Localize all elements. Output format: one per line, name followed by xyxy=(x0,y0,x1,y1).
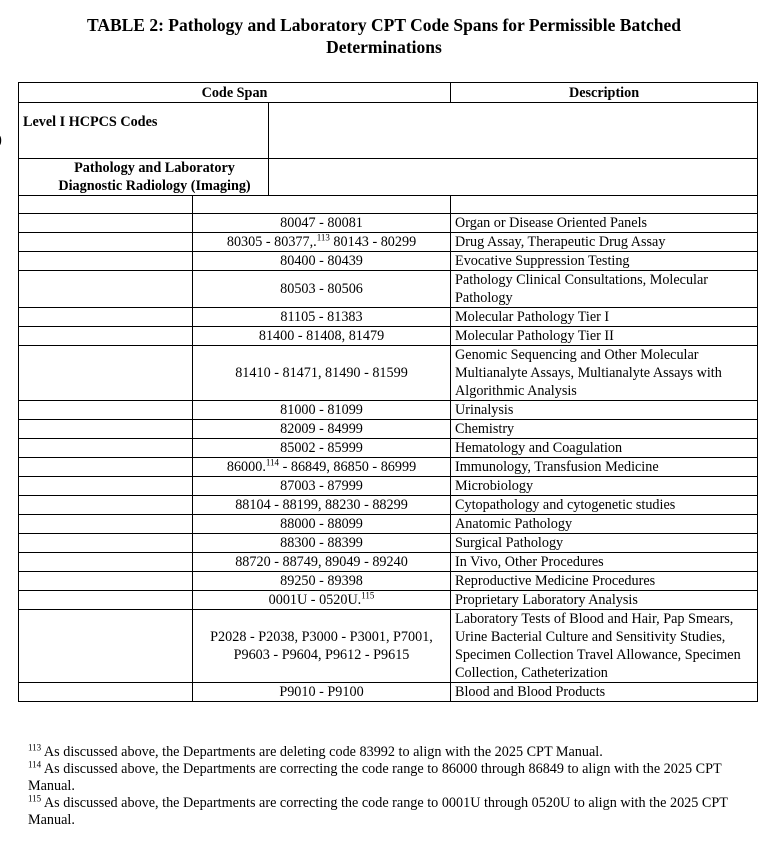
code-span-text: 88104 - 88199, 88230 - 88299 xyxy=(235,497,408,513)
row-blank-cell xyxy=(19,477,193,496)
description-cell: Organ or Disease Oriented Panels xyxy=(451,214,758,233)
row-blank-cell xyxy=(19,458,193,477)
description-cell: Hematology and Coagulation xyxy=(451,439,758,458)
table-row xyxy=(19,420,758,439)
row-blank-cell xyxy=(19,271,193,308)
code-span-header: Code Span xyxy=(19,83,451,103)
footnote-reference: 114 xyxy=(265,457,280,468)
row-blank-cell xyxy=(19,214,193,233)
footnote-number: 113 xyxy=(28,742,42,753)
description-cell: Laboratory Tests of Blood and Hair, Pap Smears, Urine Bacterial Culture and Sensitivity Studies, Specimen Collection Travel Allowance, Specimen Collection, Catheterization xyxy=(451,610,758,683)
description-cell: Immunology, Transfusion Medicine xyxy=(451,458,758,477)
row-blank-cell xyxy=(19,327,193,346)
code-span-text: 80047 - 80081 xyxy=(280,215,363,231)
code-span-cell xyxy=(193,496,451,515)
row-blank-cell xyxy=(19,308,193,327)
description-cell: Chemistry xyxy=(451,420,758,439)
code-span-cell xyxy=(193,610,451,683)
row-blank-cell xyxy=(19,233,193,252)
row-blank-cell xyxy=(19,252,193,271)
code-span-text: P9010 - P9100 xyxy=(279,684,364,700)
code-span-cell xyxy=(193,553,451,572)
code-span-text: 80503 - 80506 xyxy=(280,281,363,297)
code-span-cell xyxy=(193,271,451,308)
code-span-cell xyxy=(193,515,451,534)
section-heading-pathology xyxy=(19,159,269,196)
spacer-cell xyxy=(451,196,758,214)
code-span-cell xyxy=(193,477,451,496)
section-heading-pathology-line2: Diagnostic Radiology (Imaging) xyxy=(58,178,251,194)
code-span-cell xyxy=(193,346,451,401)
code-span-text: 80305 - 80377,. xyxy=(226,234,317,250)
description-cell: Microbiology xyxy=(451,477,758,496)
code-span-cell xyxy=(193,591,451,610)
footnote xyxy=(28,761,753,795)
code-span-text: 82009 - 84999 xyxy=(280,421,363,437)
code-span-cell xyxy=(193,572,451,591)
table-row xyxy=(19,346,758,401)
table-row xyxy=(19,308,758,327)
table-title-line1: TABLE 2: Pathology and Laboratory CPT Code Spans for Permissible Batched xyxy=(86,15,682,35)
code-span-cell xyxy=(193,308,451,327)
description-cell: Drug Assay, Therapeutic Drug Assay xyxy=(451,233,758,252)
row-blank-cell xyxy=(19,553,193,572)
table-row xyxy=(19,591,758,610)
table-body xyxy=(19,196,758,702)
code-span-text: 81410 - 81471, 81490 - 81599 xyxy=(235,365,408,381)
description-cell: Reproductive Medicine Procedures xyxy=(451,572,758,591)
description-cell: Molecular Pathology Tier I xyxy=(451,308,758,327)
code-span-text: 80143 - 80299 xyxy=(329,234,417,250)
code-span-text: 85002 - 85999 xyxy=(280,440,363,456)
footnote-reference: 115 xyxy=(361,590,375,601)
table-row xyxy=(19,553,758,572)
row-blank-cell xyxy=(19,420,193,439)
table-row xyxy=(19,496,758,515)
table-row xyxy=(19,401,758,420)
table-row xyxy=(19,458,758,477)
spacer-cell xyxy=(193,196,451,214)
description-header: Description xyxy=(451,83,758,103)
code-span-text: - 86849, 86850 - 86999 xyxy=(279,459,417,475)
code-span-text: 81105 - 81383 xyxy=(280,309,363,325)
footnote-number: 115 xyxy=(28,793,42,804)
code-span-cell xyxy=(193,683,451,702)
description-cell: Cytopathology and cytogenetic studies xyxy=(451,496,758,515)
table-row xyxy=(19,534,758,553)
code-span-table xyxy=(18,82,758,702)
section-empty-cell xyxy=(269,159,758,196)
row-blank-cell xyxy=(19,534,193,553)
table-row xyxy=(19,572,758,591)
footnote xyxy=(28,744,753,761)
code-span-text: P2028 - P2038, P3000 - P3001, P7001, P9603 - P9604, P9612 - P9615 xyxy=(210,629,433,663)
description-cell: In Vivo, Other Procedures xyxy=(451,553,758,572)
description-cell: Urinalysis xyxy=(451,401,758,420)
code-span-cell xyxy=(193,233,451,252)
row-blank-cell xyxy=(19,401,193,420)
description-cell: Anatomic Pathology xyxy=(451,515,758,534)
footnote-number: 114 xyxy=(28,759,42,770)
table-row xyxy=(19,233,758,252)
code-span-cell xyxy=(193,252,451,271)
code-span-text: 81400 - 81408, 81479 xyxy=(258,328,385,344)
description-cell: Genomic Sequencing and Other Molecular Multianalyte Assays, Multianalyte Assays with Algorithmic Analysis xyxy=(451,346,758,401)
code-span-text: 81000 - 81099 xyxy=(280,402,363,418)
code-span-cell xyxy=(193,439,451,458)
row-blank-cell xyxy=(19,591,193,610)
code-span-text: 86000. xyxy=(226,459,266,475)
table-title-line2: Determinations xyxy=(326,37,442,57)
code-span-text: 89250 - 89398 xyxy=(280,573,363,589)
row-blank-cell xyxy=(19,683,193,702)
table-row xyxy=(19,271,758,308)
spacer-cell xyxy=(19,196,193,214)
code-span-cell xyxy=(193,214,451,233)
footnote xyxy=(28,795,753,829)
table-row xyxy=(19,683,758,702)
code-span-text: 0001U - 0520U. xyxy=(268,592,362,608)
row-blank-cell xyxy=(19,610,193,683)
section-heading-level1-line2 xyxy=(0,131,264,149)
section-heading-pathology-line1: Pathology and Laboratory xyxy=(74,160,235,176)
table-row xyxy=(19,327,758,346)
table-row xyxy=(19,252,758,271)
section-heading-level1-line1: Level I HCPCS Codes xyxy=(23,113,158,130)
code-span-text: 88000 - 88099 xyxy=(280,516,363,532)
table-title xyxy=(20,14,748,58)
code-span-cell xyxy=(193,401,451,420)
code-span-cell xyxy=(193,534,451,553)
description-cell: Blood and Blood Products xyxy=(451,683,758,702)
table-row xyxy=(19,477,758,496)
row-blank-cell xyxy=(19,515,193,534)
code-span-text: 87003 - 87999 xyxy=(280,478,363,494)
table-row xyxy=(19,610,758,683)
row-blank-cell xyxy=(19,346,193,401)
description-cell: Molecular Pathology Tier II xyxy=(451,327,758,346)
section-heading-level1 xyxy=(19,103,269,159)
table-row xyxy=(19,214,758,233)
description-cell: Surgical Pathology xyxy=(451,534,758,553)
section-row-pathology xyxy=(19,159,758,196)
table-row xyxy=(19,439,758,458)
code-span-cell xyxy=(193,420,451,439)
footnote-reference: 113 xyxy=(316,232,330,243)
table-header-row xyxy=(19,83,758,103)
description-cell: Evocative Suppression Testing xyxy=(451,252,758,271)
spacer-row xyxy=(19,196,758,214)
code-span-cell xyxy=(193,458,451,477)
footnote-text: As discussed above, the Departments are correcting the code range to 0001U through 0520U to align with the 2025 CPT Manual. xyxy=(28,795,728,828)
description-cell: Proprietary Laboratory Analysis xyxy=(451,591,758,610)
code-span-cell xyxy=(193,327,451,346)
section-row-level1 xyxy=(19,103,758,159)
code-span-text: 88720 - 88749, 89049 - 89240 xyxy=(235,554,408,570)
row-blank-cell xyxy=(19,572,193,591)
code-span-text: 80400 - 80439 xyxy=(280,253,363,269)
footnote-text: As discussed above, the Departments are correcting the code range to 86000 through 86849 to align with the 2025 CPT Manual. xyxy=(28,761,722,794)
row-blank-cell xyxy=(19,496,193,515)
description-cell: Pathology Clinical Consultations, Molecular Pathology xyxy=(451,271,758,308)
code-span-text: 88300 - 88399 xyxy=(280,535,363,551)
footnotes xyxy=(28,744,753,829)
row-blank-cell xyxy=(19,439,193,458)
table-row xyxy=(19,515,758,534)
section-empty-cell xyxy=(269,103,758,159)
footnote-text: As discussed above, the Departments are deleting code 83992 to align with the 2025 CPT Manual. xyxy=(41,744,603,760)
